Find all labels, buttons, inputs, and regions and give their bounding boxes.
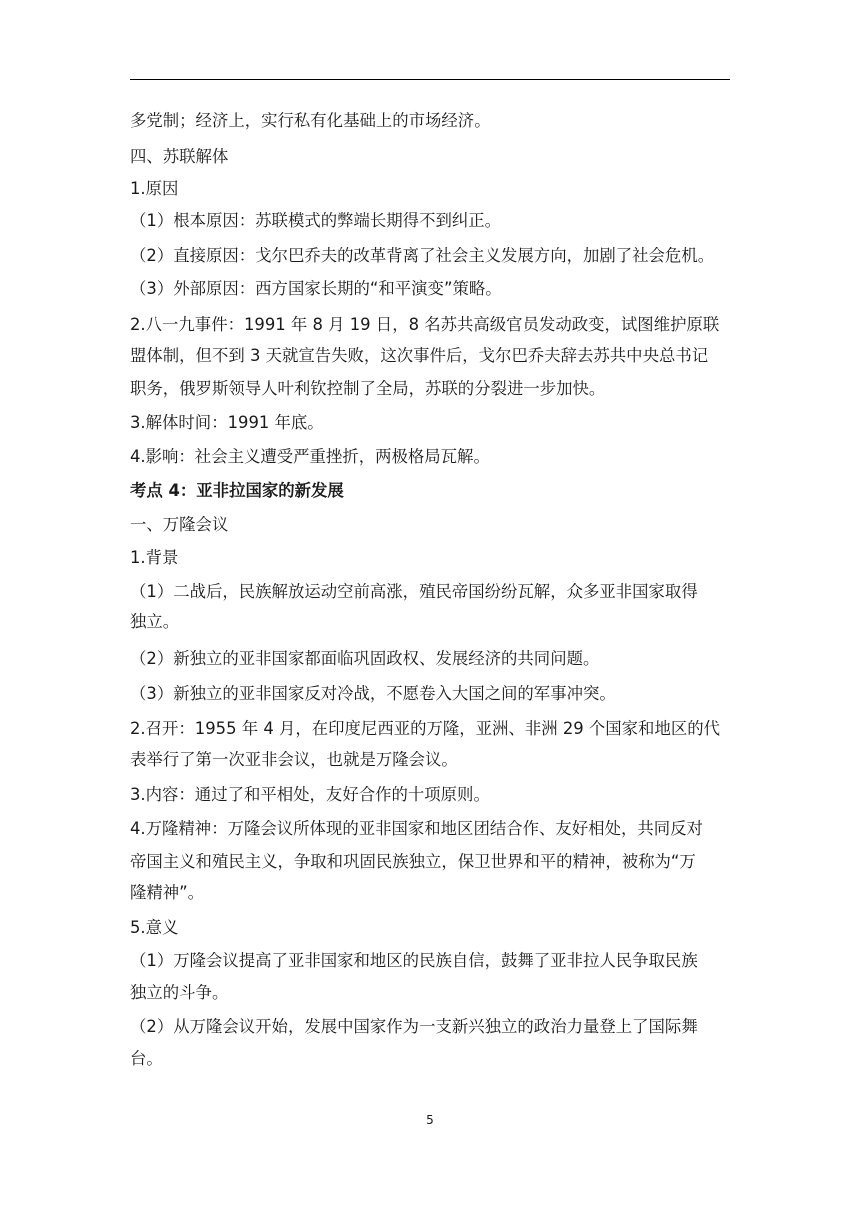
text-line: 隆精神”。 bbox=[130, 883, 205, 902]
text-line: （1）万隆会议提高了亚非国家和地区的民族自信，鼓舞了亚非拉人民争取民族 bbox=[130, 951, 698, 970]
text-line: 1.背景 bbox=[130, 548, 179, 567]
page-number: 5 bbox=[426, 1113, 434, 1127]
section-heading: 考点 4：亚非拉国家的新发展 bbox=[130, 481, 344, 500]
text-line: （3）新独立的亚非国家反对冷战，不愿卷入大国之间的军事冲突。 bbox=[130, 684, 616, 703]
text-line: 职务，俄罗斯领导人叶利钦控制了全局，苏联的分裂进一步加快。 bbox=[130, 379, 606, 398]
text-line: （2）从万隆会议开始，发展中国家作为一支新兴独立的政治力量登上了国际舞 bbox=[130, 1017, 698, 1036]
text-line: 5.意义 bbox=[130, 918, 179, 937]
text-line: 四、苏联解体 bbox=[130, 147, 229, 166]
text-line: 3.内容：通过了和平相处，友好合作的十项原则。 bbox=[130, 785, 490, 804]
text-line: 4.影响：社会主义遭受严重挫折，两极格局瓦解。 bbox=[130, 447, 490, 466]
text-line: （3）外部原因：西方国家长期的“和平演变”策略。 bbox=[130, 279, 502, 298]
text-line: （1）根本原因：苏联模式的弊端长期得不到纠正。 bbox=[130, 211, 502, 230]
text-line: 一、万隆会议 bbox=[130, 515, 229, 534]
text-line: （2）直接原因：戈尔巴乔夫的改革背离了社会主义发展方向，加剧了社会危机。 bbox=[130, 246, 715, 265]
text-line: 表举行了第一次亚非会议，也就是万隆会议。 bbox=[130, 750, 458, 769]
text-line: 4.万隆精神：万隆会议所体现的亚非国家和地区团结合作、友好相处，共同反对 bbox=[130, 819, 703, 838]
text-line: 2.八一九事件：1991 年 8 月 19 日，8 名苏共高级官员发动政变，试图维护原联 bbox=[130, 315, 720, 334]
text-line: 独立。 bbox=[130, 612, 180, 631]
text-line: 多党制；经济上，实行私有化基础上的市场经济。 bbox=[130, 111, 491, 130]
header-rule bbox=[130, 79, 730, 80]
text-line: 帝国主义和殖民主义，争取和巩固民族独立，保卫世界和平的精神，被称为“万 bbox=[130, 852, 696, 871]
text-line: 台。 bbox=[130, 1049, 163, 1068]
text-line: （1）二战后，民族解放运动空前高涨，殖民帝国纷纷瓦解，众多亚非国家取得 bbox=[130, 582, 698, 601]
text-line: 盟体制，但不到 3 天就宣告失败，这次事件后，戈尔巴乔夫辞去苏共中央总书记 bbox=[130, 346, 709, 365]
text-line: 1.原因 bbox=[130, 179, 179, 198]
text-line: 3.解体时间：1991 年底。 bbox=[130, 413, 324, 432]
text-line: 独立的斗争。 bbox=[130, 983, 229, 1002]
text-line: 2.召开：1955 年 4 月，在印度尼西亚的万隆，亚洲、非洲 29 个国家和地区的代 bbox=[130, 719, 721, 738]
text-line: （2）新独立的亚非国家都面临巩固政权、发展经济的共同问题。 bbox=[130, 649, 600, 668]
